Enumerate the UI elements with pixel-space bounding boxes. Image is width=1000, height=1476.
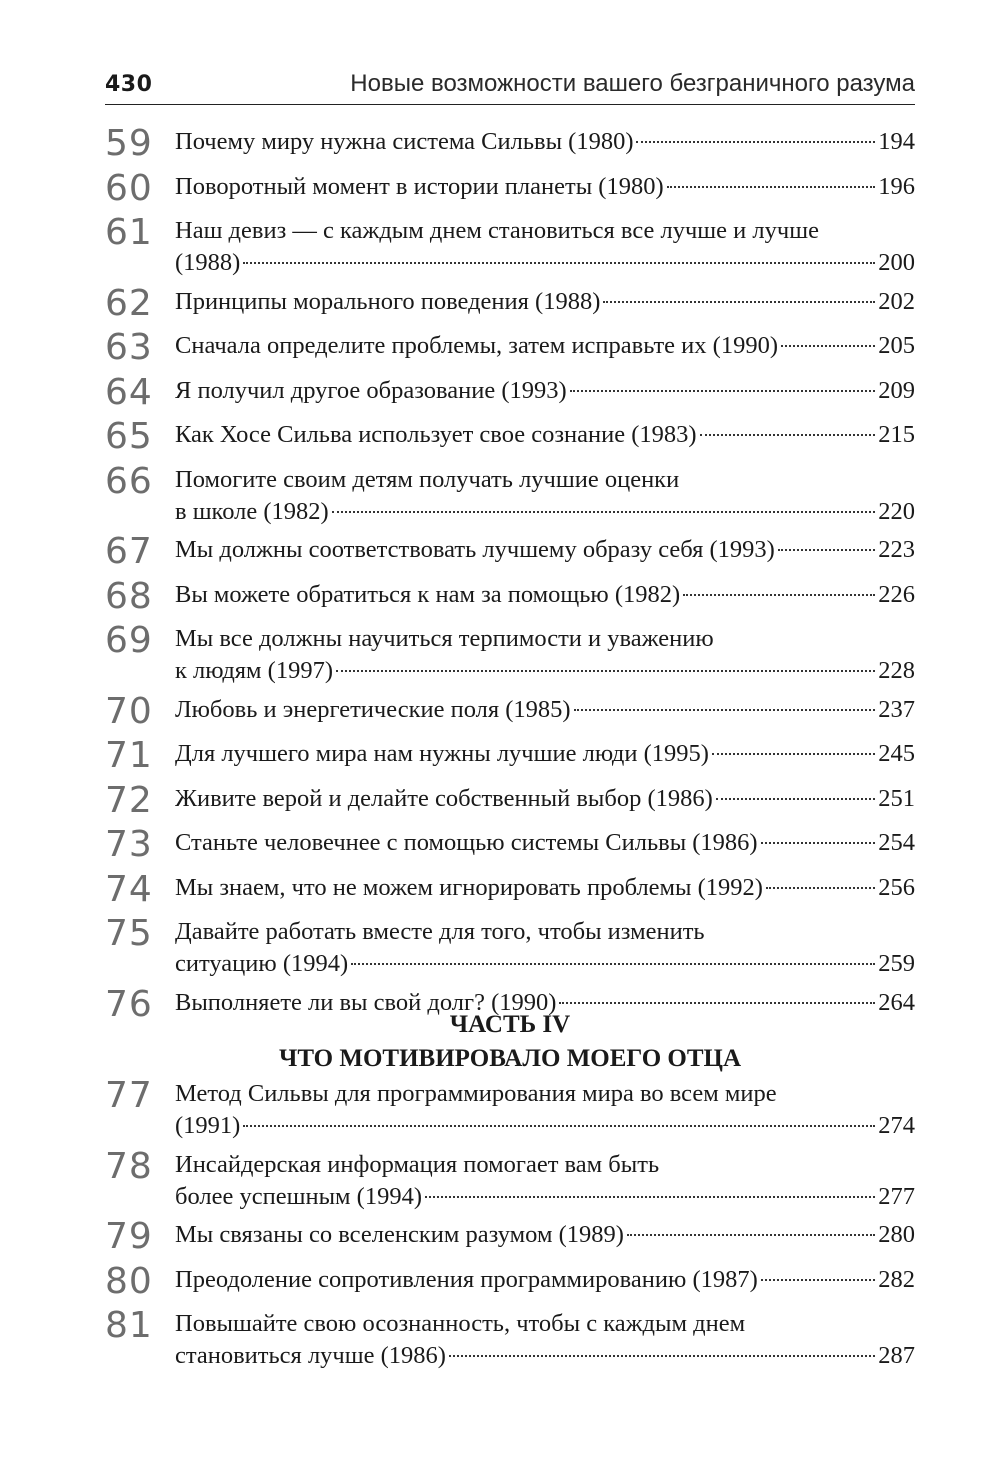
chapter-title-line	[175, 1264, 915, 1296]
chapter-number: 76	[105, 983, 153, 1025]
chapter-number: 81	[105, 1305, 153, 1346]
chapter-title-line	[175, 1340, 915, 1372]
chapter-title-line	[175, 496, 915, 528]
page-ref: 251	[878, 784, 915, 812]
dot-leader	[700, 434, 876, 436]
dot-leader	[636, 141, 875, 143]
chapter-number: 77	[105, 1075, 153, 1116]
chapter-title: Для лучшего мира нам нужны лучшие люди (1995)	[175, 740, 709, 767]
chapter-entry-text	[175, 330, 915, 362]
chapter-title: Мы знаем, что не можем игнорировать проблемы (1992)	[175, 873, 763, 901]
toc-entry	[105, 1305, 915, 1372]
chapter-number: 66	[105, 460, 153, 502]
toc-list	[105, 123, 915, 1031]
dot-leader	[336, 670, 875, 672]
chapter-entry-text	[175, 872, 915, 904]
chapter-title: становиться лучше (1986)	[175, 1342, 446, 1369]
chapter-title-line	[175, 215, 915, 247]
dot-leader	[667, 186, 876, 188]
toc-entry	[105, 282, 915, 324]
chapter-title: к людям (1997)	[175, 657, 333, 684]
chapter-title-line	[175, 1181, 915, 1213]
chapter-entry-text	[175, 783, 915, 815]
chapter-title: Повышайте свою осознанность, чтобы с каждым днем	[175, 1310, 746, 1337]
chapter-number: 72	[105, 779, 153, 821]
page-ref: 245	[878, 740, 915, 767]
chapter-entry-text	[175, 375, 915, 407]
chapter-title: Мы все должны научиться терпимости и уважению	[175, 625, 714, 652]
toc-entry	[105, 779, 915, 821]
chapter-title: Давайте работать вместе для того, чтобы изменить	[175, 918, 705, 945]
chapter-entry-text	[175, 738, 915, 770]
chapter-title-line	[175, 286, 915, 318]
chapter-number: 60	[105, 167, 153, 209]
page-ref: 215	[878, 421, 915, 448]
chapter-entry-text	[175, 171, 915, 203]
chapter-number: 78	[105, 1145, 153, 1187]
page-ref: 264	[878, 988, 915, 1016]
chapter-number: 68	[105, 575, 153, 617]
chapter-title-line	[175, 694, 915, 726]
chapter-title: Поворотный момент в истории планеты (1980)	[175, 172, 664, 200]
chapter-number: 61	[105, 212, 153, 253]
toc-entry	[105, 1216, 915, 1257]
chapter-title: Выполняете ли вы свой долг? (1990)	[175, 988, 557, 1016]
chapter-entry-text	[175, 1149, 915, 1213]
chapter-entry-text	[175, 126, 915, 158]
toc-entry	[105, 1145, 915, 1213]
page-ref: 228	[878, 657, 915, 684]
page-ref: 220	[878, 497, 915, 525]
page-ref: 274	[878, 1112, 915, 1139]
chapter-number: 64	[105, 371, 153, 413]
dot-leader	[781, 345, 875, 347]
dot-leader	[716, 798, 875, 800]
chapter-number: 62	[105, 282, 153, 324]
chapter-title: Преодоление сопротивления программированию (1987)	[175, 1265, 758, 1293]
chapter-title: Вы можете обратиться к нам за помощью (1982)	[175, 580, 681, 608]
chapter-title-line	[175, 1308, 915, 1340]
page-ref: 200	[878, 249, 915, 276]
chapter-title-line	[175, 247, 915, 279]
toc-entry	[105, 735, 915, 776]
chapter-title-line	[175, 783, 915, 815]
chapter-entry-text	[175, 827, 915, 859]
chapter-title: Помогите своим детям получать лучшие оценки	[175, 465, 680, 493]
page-ref: 259	[878, 950, 915, 977]
chapter-title-line	[175, 655, 915, 687]
toc-entry	[105, 167, 915, 209]
chapter-title: Живите верой и делайте собственный выбор (1986)	[175, 784, 713, 812]
page-ref: 194	[878, 128, 915, 155]
dot-leader	[778, 549, 875, 551]
chapter-entry-text	[175, 579, 915, 611]
chapter-title: (1988)	[175, 249, 241, 276]
chapter-entry-text	[175, 215, 915, 279]
chapter-number: 63	[105, 327, 153, 368]
chapter-number: 73	[105, 824, 153, 865]
chapter-title-line	[175, 738, 915, 770]
dot-leader	[351, 963, 875, 965]
dot-leader	[574, 709, 876, 711]
chapter-entry-text	[175, 286, 915, 318]
dot-leader	[761, 1279, 875, 1281]
dot-leader	[570, 390, 876, 392]
page-ref: 202	[878, 287, 915, 315]
toc-list-part-4	[105, 1075, 915, 1379]
toc-entry	[105, 371, 915, 413]
page-ref: 196	[878, 172, 915, 200]
chapter-entry-text	[175, 916, 915, 980]
dot-leader	[243, 262, 875, 264]
dot-leader	[761, 842, 876, 844]
toc-entry	[105, 531, 915, 572]
chapter-entry-text	[175, 1264, 915, 1296]
chapter-title: Любовь и энергетические поля (1985)	[175, 695, 571, 723]
chapter-title: Станьте человечнее с помощью системы Сильвы (1986)	[175, 829, 758, 856]
toc-entry	[105, 1075, 915, 1142]
chapter-title: Инсайдерская информация помогает вам быть	[175, 1150, 660, 1178]
page-ref: 209	[878, 376, 915, 404]
chapter-title: Мы связаны со вселенским разумом (1989)	[175, 1221, 624, 1248]
running-title: Новые возможности вашего безграничного разума	[350, 70, 915, 97]
chapter-title: Принципы морального поведения (1988)	[175, 287, 601, 315]
chapter-title-line	[175, 623, 915, 655]
dot-leader	[243, 1125, 875, 1127]
toc-entry	[105, 212, 915, 279]
page-ref: 226	[878, 580, 915, 608]
chapter-entry-text	[175, 623, 915, 687]
chapter-number: 59	[105, 123, 153, 164]
dot-leader	[603, 301, 875, 303]
chapter-number: 74	[105, 868, 153, 910]
chapter-entry-text	[175, 534, 915, 566]
toc-entry	[105, 620, 915, 687]
dot-leader	[449, 1355, 875, 1357]
toc-entry	[105, 868, 915, 910]
part-label: ЧАСТЬ IV	[449, 1011, 571, 1038]
page-ref: 282	[878, 1265, 915, 1293]
chapter-number: 79	[105, 1216, 153, 1257]
page-ref: 223	[878, 536, 915, 563]
toc-entry	[105, 416, 915, 457]
chapter-number: 71	[105, 735, 153, 776]
page-ref: 254	[878, 829, 915, 856]
page-header	[105, 68, 915, 105]
toc-entry	[105, 690, 915, 732]
toc-entry	[105, 123, 915, 164]
chapter-number: 75	[105, 913, 153, 954]
dot-leader	[766, 887, 875, 889]
page-ref: 280	[878, 1221, 915, 1248]
toc-entry	[105, 824, 915, 865]
chapter-title: Я получил другое образование (1993)	[175, 376, 567, 404]
chapter-entry-text	[175, 1308, 915, 1372]
chapter-title-line	[175, 419, 915, 451]
dot-leader	[683, 594, 875, 596]
chapter-title-line	[175, 171, 915, 203]
chapter-title-line	[175, 916, 915, 948]
toc-entry	[105, 913, 915, 980]
chapter-title-line	[175, 827, 915, 859]
chapter-title-line	[175, 464, 915, 496]
page-ref: 205	[878, 332, 915, 359]
chapter-number: 80	[105, 1260, 153, 1302]
chapter-title-line	[175, 1078, 915, 1110]
page-ref: 277	[878, 1182, 915, 1210]
chapter-title: Мы должны соответствовать лучшему образу себя (1993)	[175, 536, 775, 563]
chapter-title: (1991)	[175, 1112, 241, 1139]
toc-entry	[105, 575, 915, 617]
chapter-title: Наш девиз — с каждым днем становиться все лучше и лучше	[175, 217, 819, 244]
chapter-title-line	[175, 126, 915, 158]
chapter-title-line	[175, 375, 915, 407]
part-title: ЧТО МОТИВИРОВАЛО МОЕГО ОТЦА	[278, 1045, 742, 1072]
dot-leader	[712, 753, 875, 755]
dot-leader	[425, 1196, 875, 1198]
chapter-title: Сначала определите проблемы, затем исправьте их (1990)	[175, 332, 778, 359]
chapter-entry-text	[175, 464, 915, 528]
toc-entry	[105, 460, 915, 528]
chapter-number: 67	[105, 531, 153, 572]
page-ref: 256	[878, 873, 915, 901]
page-number: 430	[105, 72, 153, 97]
chapter-title-line	[175, 948, 915, 980]
chapter-number: 70	[105, 690, 153, 732]
chapter-title-line	[175, 330, 915, 362]
dot-leader	[559, 1002, 875, 1004]
chapter-title-line	[175, 579, 915, 611]
toc-entry	[105, 327, 915, 368]
chapter-number: 69	[105, 620, 153, 661]
chapter-title-line	[175, 872, 915, 904]
chapter-title: Почему миру нужна система Сильвы (1980)	[175, 128, 634, 155]
page-ref: 287	[878, 1342, 915, 1369]
chapter-title-line	[175, 1110, 915, 1142]
chapter-title: Метод Сильвы для программирования мира во всем мире	[175, 1080, 777, 1107]
chapter-title-line	[175, 1149, 915, 1181]
chapter-title-line	[175, 1219, 915, 1251]
chapter-entry-text	[175, 1219, 915, 1251]
toc-entry	[105, 1260, 915, 1302]
chapter-title: более успешным (1994)	[175, 1182, 422, 1210]
chapter-number: 65	[105, 416, 153, 457]
chapter-entry-text	[175, 694, 915, 726]
dot-leader	[332, 511, 876, 513]
chapter-title: в школе (1982)	[175, 497, 329, 525]
chapter-entry-text	[175, 1078, 915, 1142]
dot-leader	[627, 1234, 875, 1236]
chapter-title: ситуацию (1994)	[175, 950, 349, 977]
chapter-title: Как Хосе Сильва использует свое сознание (1983)	[175, 421, 697, 448]
chapter-entry-text	[175, 419, 915, 451]
page-ref: 237	[878, 695, 915, 723]
chapter-title-line	[175, 534, 915, 566]
